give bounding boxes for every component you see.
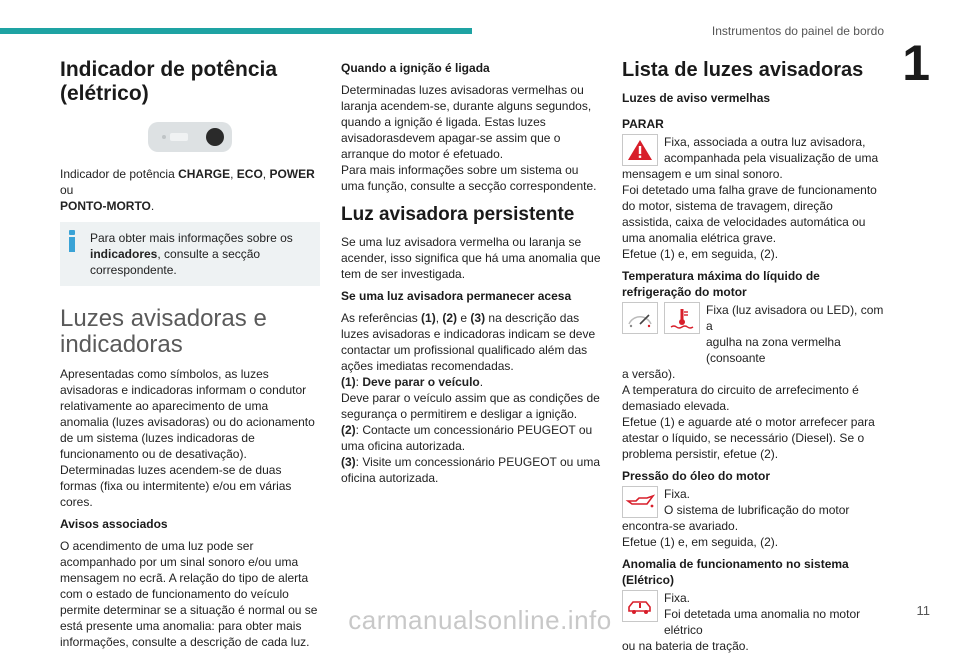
running-head: Instrumentos do painel de bordo — [711, 24, 884, 38]
lista-title: Lista de luzes avisadoras — [622, 59, 864, 81]
item-2 — [341, 422, 603, 454]
temp-title: Temperatura máxima do líquido de refrigeração do motor — [622, 269, 820, 299]
text: , consulte a secção correspondente. — [90, 247, 261, 277]
avisos-paragraph: O acendimento de uma luz pode ser acompanhado por um sinal sonoro e/ou uma mensagem no ecrã. A relação do tipo de alerta com o estado de funcionamento do veículo permite determinar se a situação é normal ou se está presente uma anomalia: para obter mais informações, consulte a descrição de cada luz. — [60, 539, 318, 649]
text: Fixa. — [664, 591, 691, 605]
text: . — [150, 199, 155, 213]
info-note-text — [68, 230, 312, 278]
title-line-2: indicadoras — [60, 331, 183, 358]
title-line-2: (elétrico) — [60, 82, 149, 105]
acesa-title: Se uma luz avisadora permanecer acesa — [341, 289, 572, 303]
ignicao-title: Quando a ignição é ligada — [341, 61, 490, 75]
title-line-1: Luzes avisadoras e — [60, 305, 267, 332]
text: ou — [60, 183, 74, 197]
ignicao-paragraph: Determinadas luzes avisadoras vermelhas ou laranja acendem-se, durante alguns segundos, quando a ignição é ligada. Estas luzes avisadorasdevem apagar-se assim que o arranque do motor é efetuado. — [341, 83, 592, 161]
column-3 — [622, 56, 884, 654]
page-number: 11 — [916, 603, 930, 618]
temp-text-2: A temperatura do circuito de arrefecimento é demasiado elevada. — [622, 383, 859, 413]
text: Fixa (luz avisadora ou LED), com a — [706, 303, 884, 333]
oleo-title: Pressão do óleo do motor — [622, 469, 771, 483]
watermark: carmanualsonline.info — [348, 605, 612, 635]
item-bold: Deve parar o veículo — [362, 375, 480, 389]
temperature-gauge-icon — [622, 302, 658, 334]
text: : Visite um concessionário PEUGEOT ou uma oficina autorizada. — [341, 455, 601, 485]
temp-lines — [706, 302, 884, 366]
persistente-paragraph: Se uma luz avisadora vermelha ou laranja se acender, isso significa que há uma anomalia que tem de ser investigada. — [341, 235, 601, 281]
oleo-text-3: Efetue (1) e, em seguida, (2). — [622, 535, 779, 549]
text: e — [457, 311, 471, 325]
parar-lines — [664, 134, 878, 166]
stop-warning-icon — [622, 134, 658, 166]
acesa-paragraph — [341, 310, 603, 374]
coolant-temperature-icon — [664, 302, 700, 334]
chapter-number: 1 — [902, 35, 930, 91]
text: agulha na zona vermelha (consoante — [706, 335, 841, 365]
column-1 — [60, 56, 320, 650]
persistente-title: Luz avisadora persistente — [341, 204, 575, 225]
text: : — [355, 375, 363, 389]
power-indicator-image — [148, 122, 232, 152]
ignicao-paragraph-2: Para mais informações sobre um sistema ou uma função, consulte a secção correspondente. — [341, 163, 597, 193]
text: Para obter mais informações sobre os — [90, 231, 293, 245]
parar-row — [622, 134, 884, 166]
title-line-1: Indicador de potência — [60, 58, 278, 81]
text: Fixa. — [664, 487, 691, 501]
text: Fixa, associada a outra luz avisadora, — [664, 135, 866, 149]
text: na descrição das luzes avisadoras e indicadoras indicam se deve contactar um profissional qualificado além das ações imediatas recomendadas. — [341, 311, 596, 373]
item-ref: (2) — [341, 423, 356, 437]
text: Indicador de potência — [60, 167, 179, 181]
info-icon — [68, 230, 77, 252]
ref-3: (3) — [470, 311, 486, 325]
oleo-rest: encontra-se avariado. — [622, 519, 739, 533]
text: O sistema de lubrificação do motor — [664, 503, 850, 517]
item-3 — [341, 454, 603, 486]
section-title-luzes — [60, 306, 320, 358]
parar-text-3: Efetue (1) e, em seguida, (2). — [622, 247, 779, 261]
vermelhas-title: Luzes de aviso vermelhas — [622, 91, 771, 105]
oil-pressure-icon — [622, 486, 658, 518]
text: , — [230, 167, 237, 181]
parar-rest: mensagem e um sinal sonoro. — [622, 167, 783, 181]
power-indicator-title — [60, 58, 320, 106]
parar-title: PARAR — [622, 117, 664, 131]
power-indicator-description — [60, 166, 320, 214]
text: Foi detetada uma anomalia no motor elétrico — [664, 607, 861, 637]
avisos-title: Avisos associados — [60, 517, 168, 531]
info-bold: indicadores — [90, 247, 158, 261]
anomalia-title: Anomalia de funcionamento no sistema (Elétrico) — [622, 557, 849, 587]
info-note — [60, 222, 320, 286]
item-ref: (1) — [341, 375, 356, 389]
mode-power: POWER — [269, 167, 315, 181]
text: As referências — [341, 311, 422, 325]
temp-rest: a versão). — [622, 367, 676, 381]
mode-ponto-morto: PONTO-MORTO — [60, 199, 151, 213]
parar-text-2: Foi detetado uma falha grave de funcionamento do motor, sistema de travagem, direção assistida, caixa de velocidades automática ou uma anomalia elétrica grave. — [622, 183, 877, 245]
luzes-paragraph: Apresentadas como símbolos, as luzes avisadoras e indicadoras informam o condutor relativamente ao aparecimento de uma anomalia (luzes avisadoras) ou do acionamento de um sistema (luzes indicadoras de funcionamento ou de desativação). Determinadas luzes acendem-se de duas formas (fixa ou intermitente) e/ou em várias cores. — [60, 367, 315, 509]
mode-eco: ECO — [236, 167, 263, 181]
text: : Contacte um concessionário PEUGEOT ou uma oficina autorizada. — [341, 423, 593, 453]
temp-text-3: Efetue (1) e aguarde até o motor arrefecer para atestar o líquido, se necessário (Diesel). Se o problema persistir, efetue (2). — [622, 415, 875, 461]
text: , — [435, 311, 443, 325]
ref-1: (1) — [421, 311, 436, 325]
anomalia-rest: ou na bateria de tração. — [622, 639, 749, 653]
ref-2: (2) — [442, 311, 458, 325]
item-1 — [341, 374, 603, 422]
indicator-needle-icon — [206, 128, 224, 146]
item-ref: (3) — [341, 455, 356, 469]
indicator-dot — [162, 135, 166, 139]
text: Deve parar o veículo assim que as condições de segurança o permitirem e desligar a ignição. — [341, 391, 600, 421]
text: , — [262, 167, 270, 181]
oleo-row — [622, 486, 884, 518]
mode-charge: CHARGE — [178, 167, 231, 181]
indicator-segment — [170, 133, 188, 141]
text: acompanhada pela visualização de uma — [664, 151, 879, 165]
header-accent-bar — [0, 28, 472, 34]
column-2 — [341, 56, 603, 486]
oleo-lines — [664, 486, 849, 518]
temp-row — [622, 302, 884, 366]
text: . — [479, 375, 484, 389]
